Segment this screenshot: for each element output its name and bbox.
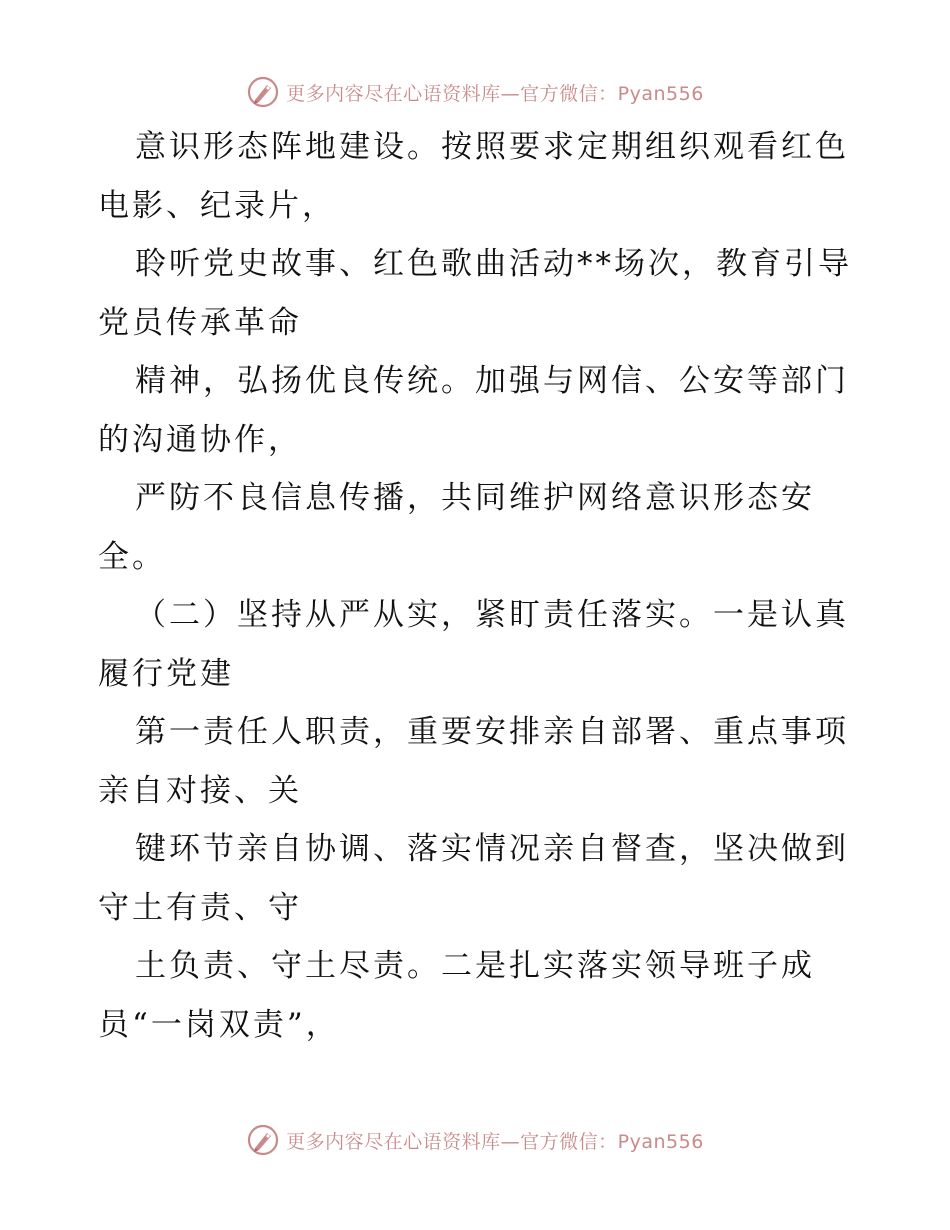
text-line: 意识形态阵地建设。按照要求定期组织观看红色 [135, 129, 849, 165]
text-line: 全。 [98, 538, 166, 575]
text-line: 聆听党史故事、红色歌曲活动**场次，教育引导 [135, 246, 852, 282]
text-line: 的沟通协作， [98, 421, 302, 458]
text-line: 员“一岗双责”， [98, 1006, 340, 1043]
text-line: 履行党建 [98, 655, 234, 692]
text-line: 严防不良信息传播，共同维护网络意识形态安 [135, 480, 815, 516]
footer-watermark-text: 更多内容尽在心语资料库—官方微信：Pyan556 [286, 1130, 704, 1153]
text-line: （二）坚持从严从实，紧盯责任落实。一是认真 [135, 597, 849, 633]
header-watermark-text: 更多内容尽在心语资料库—官方微信：Pyan556 [286, 82, 704, 105]
footer-watermark [0, 1120, 950, 1160]
pen-logo-icon [246, 1123, 280, 1157]
document-body [98, 118, 858, 1054]
text-line: 亲自对接、关 [98, 772, 302, 809]
pen-logo-icon [246, 75, 280, 109]
text-line: 电影、纪录片， [98, 187, 336, 224]
text-line: 土负责、守土尽责。二是扎实落实领导班子成 [135, 948, 815, 984]
text-line: 守土有责、守 [98, 889, 302, 926]
text-line: 党员传承革命 [98, 304, 302, 341]
header-watermark [0, 72, 950, 112]
text-line: 第一责任人职责，重要安排亲自部署、重点事项 [135, 714, 849, 750]
text-line: 精神，弘扬优良传统。加强与网信、公安等部门 [135, 363, 849, 399]
text-line: 键环节亲自协调、落实情况亲自督查，坚决做到 [135, 831, 849, 867]
